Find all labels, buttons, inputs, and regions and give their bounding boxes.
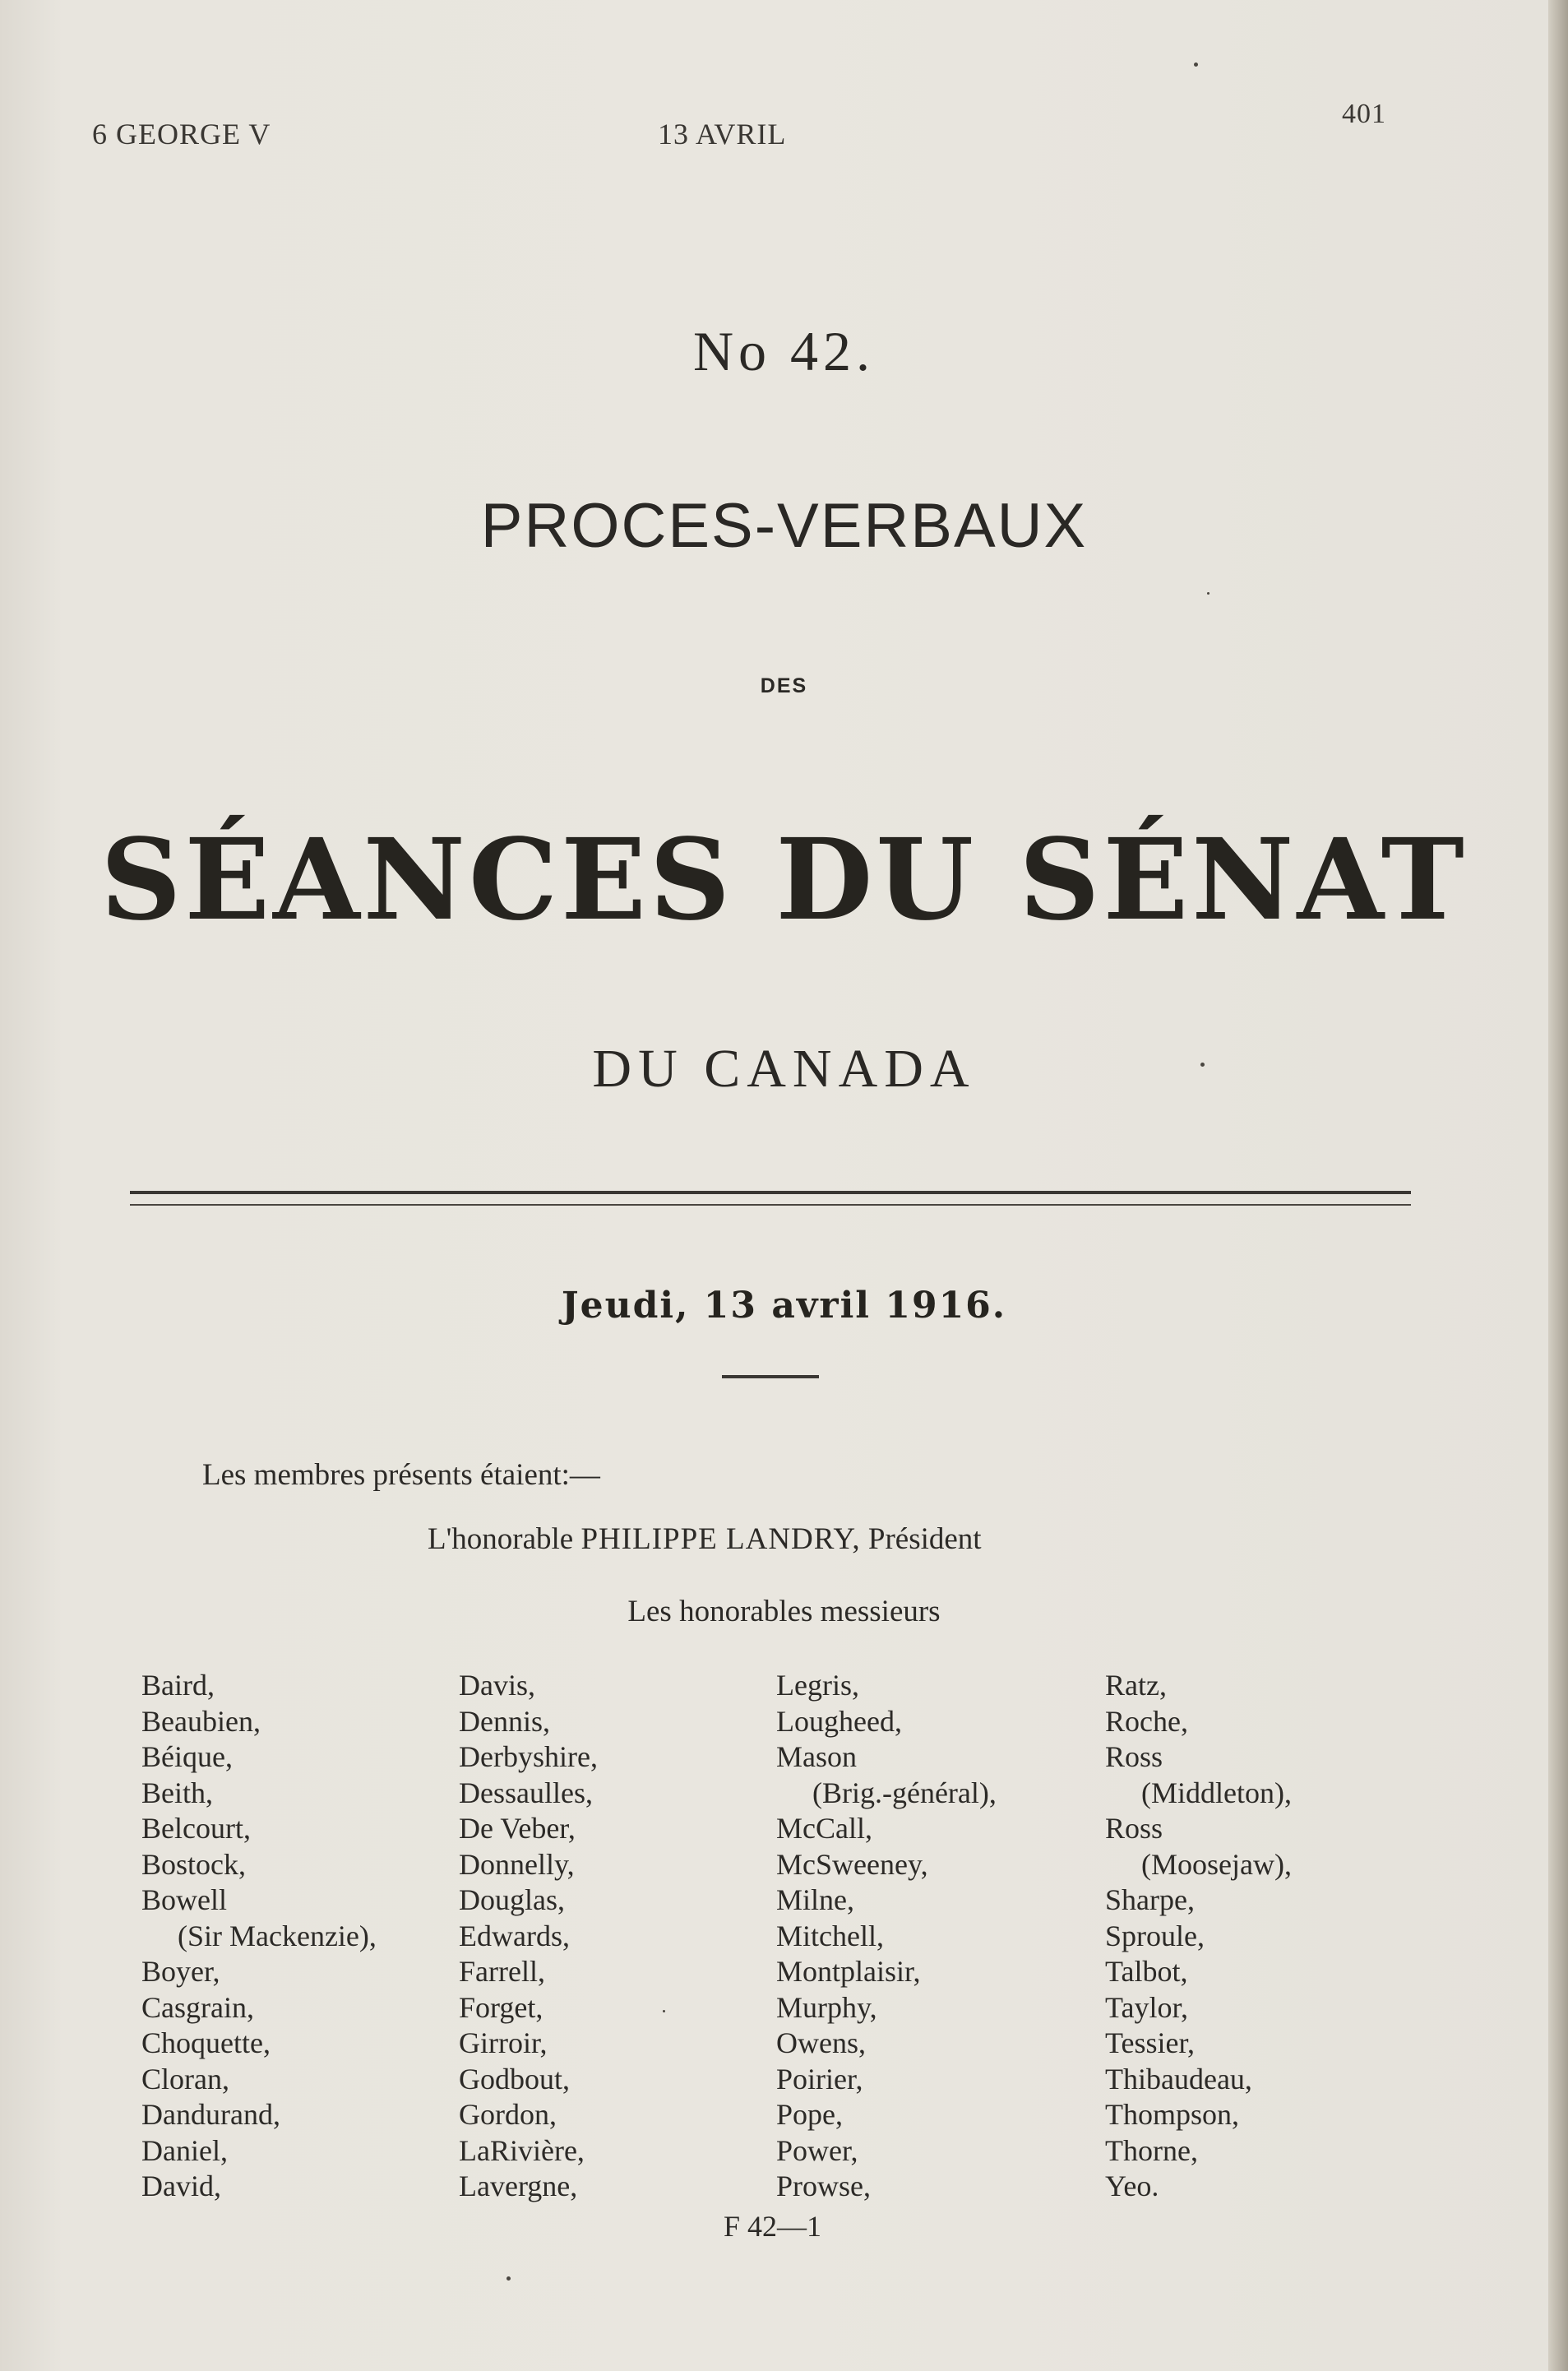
member-name: Murphy,: [776, 1990, 877, 2024]
member-name: Poirier,: [776, 2062, 863, 2095]
sitting-date: Jeudi, 13 avril 1916.: [561, 1285, 1007, 1327]
member-name: Montplaisir,: [776, 1955, 921, 1988]
issue-number: No 42.: [692, 320, 876, 382]
member-name: Belcourt,: [141, 1812, 251, 1845]
member-name: Power,: [776, 2133, 858, 2167]
member-name: Casgrain,: [141, 1990, 254, 2024]
member-name: Ratz,: [1105, 1669, 1167, 1702]
president-name: PHILIPPE LANDRY,: [580, 1522, 861, 1556]
divider-thick: [130, 1191, 1411, 1194]
divider-thin: [130, 1204, 1411, 1206]
member-name: Béique,: [141, 1740, 233, 1773]
member-name: Gordon,: [459, 2098, 557, 2131]
member-name: Dandurand,: [141, 2098, 280, 2131]
member-name: Sproule,: [1105, 1919, 1205, 1952]
title-des: DES: [760, 674, 808, 697]
title-proces-verbaux: PROCES-VERBAUX: [480, 491, 1088, 561]
divider-short: [722, 1375, 819, 1378]
member-name: LaRivière,: [459, 2133, 585, 2167]
member-name: Mason: [776, 1740, 857, 1773]
member-name: Tessier,: [1105, 2026, 1196, 2059]
member-name: Farrell,: [459, 1955, 545, 1988]
header-regnal-year: 6 GEORGE V: [92, 118, 271, 151]
member-name: Derbyshire,: [459, 1740, 598, 1773]
president-prefix: L'honorable: [428, 1522, 574, 1556]
page-number: 401: [1342, 99, 1386, 129]
member-name: Douglas,: [459, 1883, 565, 1916]
member-name: David,: [141, 2170, 221, 2202]
header-date: 13 AVRIL: [658, 118, 787, 151]
paper-speck: [1200, 1063, 1205, 1067]
member-name: Thorne,: [1105, 2133, 1198, 2167]
member-name: Lougheed,: [776, 1704, 902, 1738]
paper-speck: [1194, 63, 1198, 67]
president-line: [428, 1521, 982, 1557]
member-name: Lavergne,: [459, 2170, 578, 2202]
member-name: Legris,: [776, 1669, 859, 1702]
member-name: Sharpe,: [1105, 1883, 1195, 1916]
member-name: Talbot,: [1105, 1955, 1188, 1988]
paper-speck: [506, 2276, 511, 2281]
member-name: Milne,: [776, 1883, 854, 1916]
member-name: Ross: [1105, 1812, 1163, 1845]
member-name: Bostock,: [141, 1847, 247, 1881]
member-name: Edwards,: [459, 1919, 570, 1952]
member-name: McCall,: [776, 1812, 872, 1845]
member-name: McSweeney,: [776, 1847, 928, 1881]
member-name: Pope,: [776, 2098, 843, 2131]
member-name: Daniel,: [141, 2133, 228, 2167]
member-name: Donnelly,: [459, 1847, 575, 1881]
member-name-continuation: (Brig.-général),: [812, 1776, 997, 1809]
members-column-3: [776, 1668, 997, 2205]
member-name: Roche,: [1105, 1704, 1188, 1738]
member-name: Thibaudeau,: [1105, 2062, 1252, 2095]
member-name: De Veber,: [459, 1812, 576, 1845]
member-name: Baird,: [141, 1669, 215, 1702]
member-name: Girroir,: [459, 2026, 548, 2059]
members-present-intro: Les membres présents étaient:—: [202, 1458, 600, 1492]
member-name: Dennis,: [459, 1704, 550, 1738]
member-name-continuation: (Middleton),: [1141, 1776, 1292, 1809]
members-column-1: [141, 1668, 377, 2205]
member-name: Davis,: [459, 1669, 535, 1702]
member-name: Thompson,: [1105, 2098, 1240, 2131]
member-name: Godbout,: [459, 2062, 570, 2095]
members-column-4: [1105, 1668, 1292, 2205]
member-name: Choquette,: [141, 2026, 271, 2059]
member-name: Boyer,: [141, 1955, 220, 1988]
paper-speck: [663, 2010, 665, 2012]
member-name: Mitchell,: [776, 1919, 884, 1952]
signature-mark: F 42—1: [724, 2210, 822, 2243]
member-name: Ross: [1105, 1740, 1163, 1773]
member-name: Bowell: [141, 1883, 227, 1916]
title-seances-du-senat: SÉANCES DU SÉNAT: [100, 814, 1468, 946]
member-name: Beith,: [141, 1776, 213, 1809]
member-name: Prowse,: [776, 2170, 871, 2202]
honorables-messieurs-heading: Les honorables messieurs: [627, 1595, 941, 1628]
member-name-continuation: (Sir Mackenzie),: [178, 1919, 377, 1952]
member-name: Taylor,: [1105, 1990, 1189, 2024]
member-name: Forget,: [459, 1990, 543, 2024]
member-name: Yeo.: [1105, 2170, 1159, 2202]
president-role: Président: [867, 1522, 982, 1556]
paper-speck: [1207, 592, 1210, 595]
member-name: Cloran,: [141, 2062, 229, 2095]
title-du-canada: DU CANADA: [592, 1039, 976, 1099]
member-name-continuation: (Moosejaw),: [1141, 1847, 1292, 1881]
member-name: Beaubien,: [141, 1704, 261, 1738]
members-column-2: [459, 1668, 598, 2205]
member-name: Dessaulles,: [459, 1776, 593, 1809]
member-name: Owens,: [776, 2026, 866, 2059]
